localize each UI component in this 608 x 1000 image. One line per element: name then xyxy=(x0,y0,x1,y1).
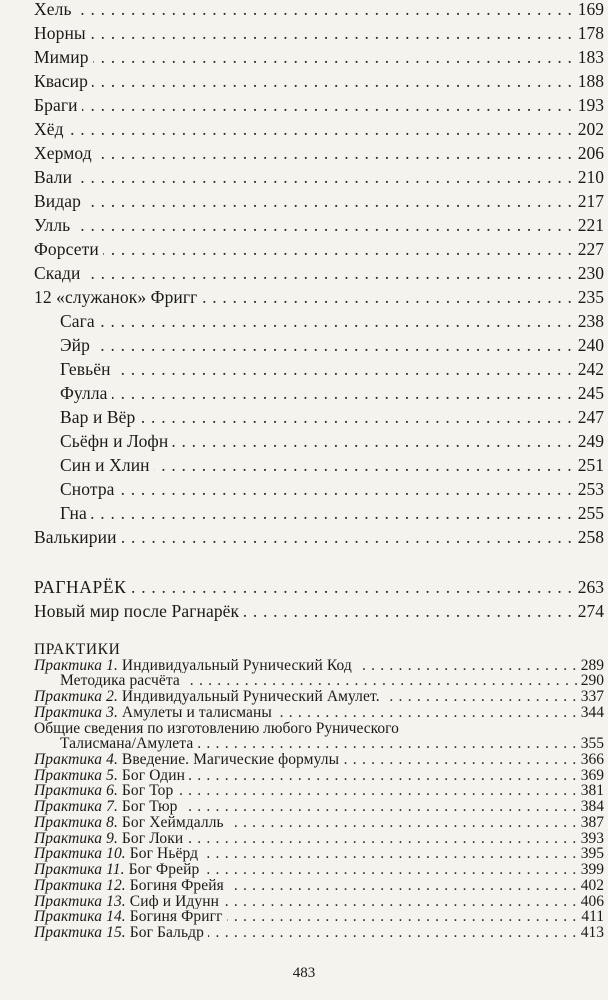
toc-practice-entry xyxy=(0,783,608,799)
toc-entry-page: 337 xyxy=(578,689,604,705)
section-heading-practices: ПРАКТИКИ xyxy=(34,641,121,658)
toc-entry-page: 393 xyxy=(578,831,604,847)
toc-practice-entry xyxy=(0,815,608,831)
toc-entry-page: 399 xyxy=(578,862,604,878)
toc-subentry xyxy=(0,381,608,405)
toc-entry-page: 169 xyxy=(575,0,604,21)
toc-subentry xyxy=(0,309,608,333)
toc-entry xyxy=(0,261,608,285)
toc-entry-title: Практика 11. Бог Фрейр xyxy=(34,862,203,878)
toc-entry-page: 258 xyxy=(575,525,604,549)
toc-entry-title: Практика 2. Индивидуальный Рунический Амулет. xyxy=(34,689,384,705)
toc-entry-title: Практика 9. Бог Локи xyxy=(34,831,187,847)
toc-entry-title: Практика 15. Бог Бальдр xyxy=(34,925,208,941)
toc-entry-title: Новый мир после Рагнарёк xyxy=(34,599,243,623)
toc-entry-page: 255 xyxy=(575,501,604,525)
toc-entry-title: Сьёфн и Лофн xyxy=(60,429,172,453)
toc-entry xyxy=(0,599,608,623)
toc-entry-title: Практика 5. Бог Один xyxy=(34,768,189,784)
toc-entry-title: Практика 14. Богиня Фригг xyxy=(34,909,227,925)
toc-entry-page: 290 xyxy=(578,673,604,689)
toc-entry-title: 12 «служанок» Фригг xyxy=(34,285,201,309)
toc-entry-title: Практика 7. Бог Тюр xyxy=(34,799,182,815)
toc-practice-entry xyxy=(0,799,608,815)
toc-entry xyxy=(0,165,608,189)
toc-subentry xyxy=(0,429,608,453)
toc-entry-title: Форсети xyxy=(34,237,103,261)
toc-entry-page: 240 xyxy=(575,333,604,357)
toc-entry-page: 230 xyxy=(575,261,604,285)
toc-practice-entry xyxy=(0,689,608,705)
toc-entry-title: Син и Хлин xyxy=(60,453,154,477)
toc-entry-page: 210 xyxy=(575,165,604,189)
toc-subentry xyxy=(0,405,608,429)
toc-entry-page: 384 xyxy=(578,799,604,815)
toc-practice-entry xyxy=(0,658,608,674)
toc-entry-page: 188 xyxy=(575,69,604,93)
toc-entry-title: Браги xyxy=(34,93,82,117)
toc-entry-page: 193 xyxy=(575,93,604,117)
toc-entry-title: РАГНАРЁК xyxy=(34,575,130,599)
toc-entry xyxy=(0,189,608,213)
toc-entry-page: 221 xyxy=(575,213,604,237)
toc-entry-page: 355 xyxy=(578,736,604,752)
toc-entry-page: 274 xyxy=(575,599,604,623)
toc-entry-page: 238 xyxy=(575,309,604,333)
toc-entry-title: Сага xyxy=(60,309,99,333)
toc-entry-title: Снотра xyxy=(60,477,119,501)
toc-entry xyxy=(0,237,608,261)
toc-subentry xyxy=(0,673,608,689)
toc-entry-title: Практика 1. Индивидуальный Рунический Код xyxy=(34,658,356,674)
toc-entry-page: 402 xyxy=(578,878,604,894)
toc-practice-entry xyxy=(0,878,608,894)
toc-entry-page: 366 xyxy=(578,752,604,768)
toc-entry xyxy=(0,141,608,165)
toc-entry-title: Практика 3. Амулеты и талисманы xyxy=(34,705,276,721)
toc-entry-page: 395 xyxy=(578,846,604,862)
toc-practice-entry xyxy=(0,894,608,910)
toc-entry-page: 206 xyxy=(575,141,604,165)
toc-entry-page: 247 xyxy=(575,405,604,429)
page-number: 483 xyxy=(292,965,316,981)
toc-entry-ragnarok xyxy=(0,575,608,599)
toc-entry-page: 245 xyxy=(575,381,604,405)
toc-entry-title-line2: Талисмана/Амулета xyxy=(60,736,197,752)
toc-entry-title: Мимир xyxy=(34,45,93,69)
toc-entry-title: Хермод xyxy=(34,141,96,165)
toc-entry-page: 251 xyxy=(575,453,604,477)
toc-entry-title: Норны xyxy=(34,21,90,45)
toc-entry-title: Практика 12. Богиня Фрейя xyxy=(34,878,228,894)
toc-entry-title: Практика 8. Бог Хеймдалль xyxy=(34,815,228,831)
toc-entry-page: 289 xyxy=(578,658,604,674)
toc-entry-page: 202 xyxy=(575,117,604,141)
toc-entry-page: 249 xyxy=(575,429,604,453)
toc-entry-title: Хель xyxy=(34,0,76,21)
toc-entry-page: 369 xyxy=(578,768,604,784)
toc-entry-page: 413 xyxy=(578,925,604,941)
toc-entry-page: 381 xyxy=(578,783,604,799)
toc-entry xyxy=(0,213,608,237)
toc-entry xyxy=(0,93,608,117)
toc-practice-entry xyxy=(0,846,608,862)
toc-entry xyxy=(0,69,608,93)
toc-entry-title: Практика 10. Бог Ньёрд xyxy=(34,846,202,862)
toc-practice-entry xyxy=(0,909,608,925)
toc-entry-title: Хёд xyxy=(34,117,68,141)
toc-entry-title: Методика расчёта xyxy=(60,673,184,689)
toc-subentry xyxy=(0,453,608,477)
toc-entry-title: Практика 6. Бог Тор xyxy=(34,783,177,799)
toc-entry-page: 387 xyxy=(578,815,604,831)
toc-entry-page: 183 xyxy=(575,45,604,69)
toc-entry-title: Эйр xyxy=(60,333,94,357)
toc-subentry xyxy=(0,333,608,357)
toc-subentry xyxy=(0,477,608,501)
toc-entry-title: Вали xyxy=(34,165,76,189)
toc-entry xyxy=(0,21,608,45)
toc-entry-title: Фулла xyxy=(60,381,112,405)
toc-entry-title: Улль xyxy=(34,213,74,237)
toc-entry xyxy=(0,736,608,752)
toc-entry-page: 263 xyxy=(575,575,604,599)
toc-entry-title: Гевьён xyxy=(60,357,115,381)
toc-entry-page: 235 xyxy=(575,285,604,309)
toc-entry-title: Практика 4. Введение. Магические формулы xyxy=(34,752,343,768)
toc-entry-page: 344 xyxy=(578,705,604,721)
toc-practice-entry xyxy=(0,705,608,721)
toc-entry-page: 227 xyxy=(575,237,604,261)
toc-entry xyxy=(0,285,608,309)
toc-entry-page: 178 xyxy=(575,21,604,45)
toc-practice-entry xyxy=(0,862,608,878)
toc-practice-entry xyxy=(0,831,608,847)
toc-entry-title: Видар xyxy=(34,189,85,213)
toc-subentry xyxy=(0,357,608,381)
toc-practice-entry xyxy=(0,752,608,768)
toc-entry xyxy=(0,525,608,549)
toc-practice-entry xyxy=(0,768,608,784)
toc-entry xyxy=(0,117,608,141)
toc-entry-title: Валькирии xyxy=(34,525,121,549)
toc-entry-title-line1: Общие сведения по изготовлению любого Рунического xyxy=(34,719,399,737)
toc-entry-page: 411 xyxy=(578,909,604,925)
toc-entry-title: Вар и Вёр xyxy=(60,405,139,429)
toc-entry-page: 217 xyxy=(575,189,604,213)
toc-entry xyxy=(0,45,608,69)
toc-subentry xyxy=(0,501,608,525)
toc-entry-title: Квасир xyxy=(34,69,92,93)
toc-entry-title: Практика 13. Сиф и Идунн xyxy=(34,894,223,910)
toc-entry-page: 253 xyxy=(575,477,604,501)
toc-entry xyxy=(0,0,608,21)
toc-practice-entry xyxy=(0,925,608,941)
toc-entry-title: Гна xyxy=(60,501,91,525)
toc-entry-page: 406 xyxy=(578,894,604,910)
toc-entry-title: Скади xyxy=(34,261,84,285)
toc-entry-page: 242 xyxy=(575,357,604,381)
